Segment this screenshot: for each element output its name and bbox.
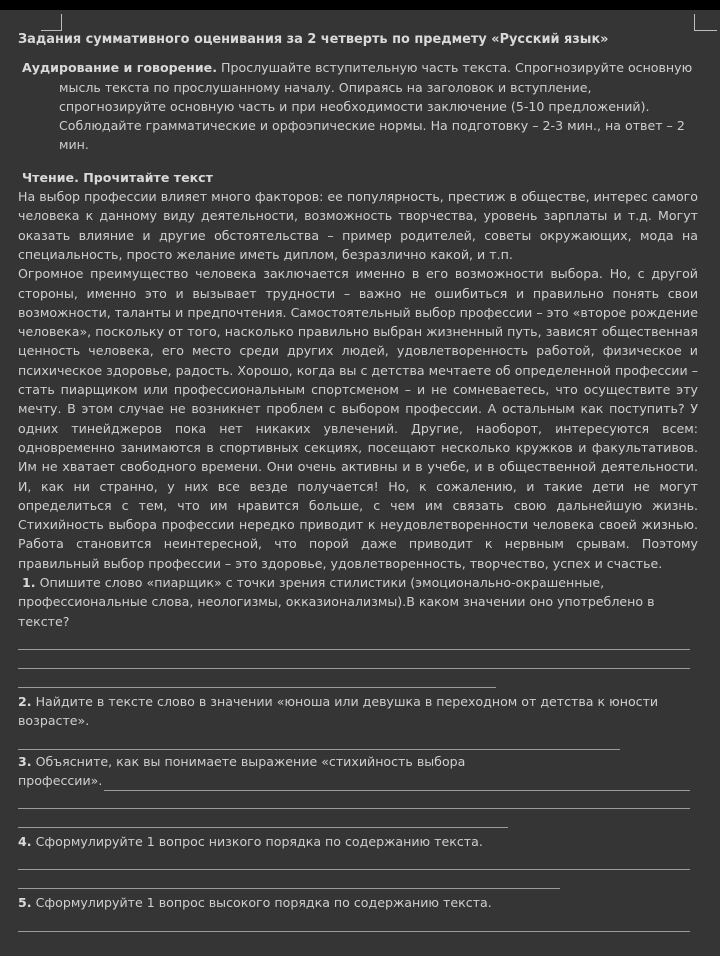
question-4 <box>18 832 698 851</box>
crop-mark-left <box>41 14 62 31</box>
answer-line[interactable] <box>18 790 690 809</box>
answer-line[interactable] <box>18 669 496 688</box>
page-title: Задания суммативного оценивания за 2 четверть по предмету «Русский язык» <box>18 32 609 47</box>
answer-line[interactable] <box>18 731 620 750</box>
answer-line[interactable] <box>18 631 690 650</box>
listening-text: Прослушайте вступительную часть текста. Спрогнозируйте основную мысль текста по прослушанному началу. Опираясь на заголовок и вступление, спрогнозируйте основную часть и при необходимости заключение (5-10 предложений). Соблюдайте грамматические и орфоэпические нормы. На подготовку – 2-3 мин., на ответ – 2 мин. <box>59 60 693 153</box>
listening-heading: Аудирование и говорение. <box>22 60 218 76</box>
answer-line[interactable] <box>18 851 690 870</box>
question-1-text: Опишите слово «пиарщик» с точки зрения стилистики (эмоционально-окрашенные, профессиональные слова, неологизмы, окказионализмы).В каком значении оно употреблено в тексте? <box>18 575 655 629</box>
question-2-number: 2. <box>18 693 32 709</box>
question-1 <box>18 573 698 631</box>
answer-line[interactable] <box>18 809 508 828</box>
answer-line[interactable] <box>18 913 690 932</box>
top-bar <box>0 0 720 10</box>
listening-task <box>18 58 698 154</box>
question-2 <box>18 692 698 731</box>
question-5 <box>18 893 698 912</box>
question-3-number: 3. <box>18 753 32 769</box>
crop-mark-right <box>694 14 717 31</box>
document-page <box>18 30 698 932</box>
question-2-text: Найдите в тексте слово в значении «юноша или девушка в переходном от детства к юности возрасте». <box>18 693 659 729</box>
answer-line[interactable] <box>18 650 690 669</box>
reading-paragraph-1: На выбор профессии влияет много факторов: ее популярность, престиж в обществе, интерес самого человека к данному виду деятельности, возможность творчества, уровень зарплаты и т.д. Могут оказать влияние и другие обстоятельства – пример родителей, советы окружающих, мода на специальность, просто желание иметь диплом, безразлично какой, и т.п. <box>18 189 698 262</box>
answer-line[interactable] <box>18 870 560 889</box>
question-4-text: Сформулируйте 1 вопрос низкого порядка по содержанию текста. <box>35 834 483 850</box>
answer-line[interactable] <box>104 778 690 791</box>
question-4-number: 4. <box>18 834 32 850</box>
reading-heading: Чтение. Прочитайте текст <box>22 169 213 185</box>
question-3-text: Объясните, как вы понимаете выражение «стихийность выбора профессии». <box>18 753 466 788</box>
question-5-text: Сформулируйте 1 вопрос высокого порядка по содержанию текста. <box>35 895 492 911</box>
reading-paragraph-2: Огромное преимущество человека заключается именно в его возможности выбора. Но, с другой стороны, именно это и вызывает трудности – важно не ошибиться и правильно понять свои возможности, таланты и предпочтения. Самостоятельный выбор профессии – это «второе рождение человека», поскольку от того, насколько правильно выбран жизненный путь, зависят общественная ценность человека, его место среди других людей, удовлетворенность работой, физическое и психическое здоровье, радость. Хорошо, когда вы с детства мечтаете об определенной профессии – стать пиарщиком или профессиональным спортсменом – и не сомневаетесь, что осуществите эту мечту. В этом случае не возникнет проблем с выбором профессии. А остальным как поступить? У одних тинейджеров пока нет никаких увлечений. Другие, наоборот, интересуются всем: одновременно занимаются в спортивных секциях, посещают несколько кружков и факультативов. Им не хватает свободного времени. Они очень активны и в учебе, и в общественной деятельности. И, как ни странно, у них все везде получается! Но, к сожалению, и такие дети не могут определиться с тем, что им нравится больше, с чем им связать свою дальнейшую жизнь. Стихийность выбора профессии нередко приводит к неудовлетворенности человека своей жизнью. Работа становится неинтересной, что порой даже приводит к нервным срывам. Поэтому правильный выбор профессии – это здоровье, удовлетворенность, творчество, успех и счастье. <box>18 266 698 571</box>
question-5-number: 5. <box>18 895 32 911</box>
question-1-number: 1. <box>22 575 36 591</box>
